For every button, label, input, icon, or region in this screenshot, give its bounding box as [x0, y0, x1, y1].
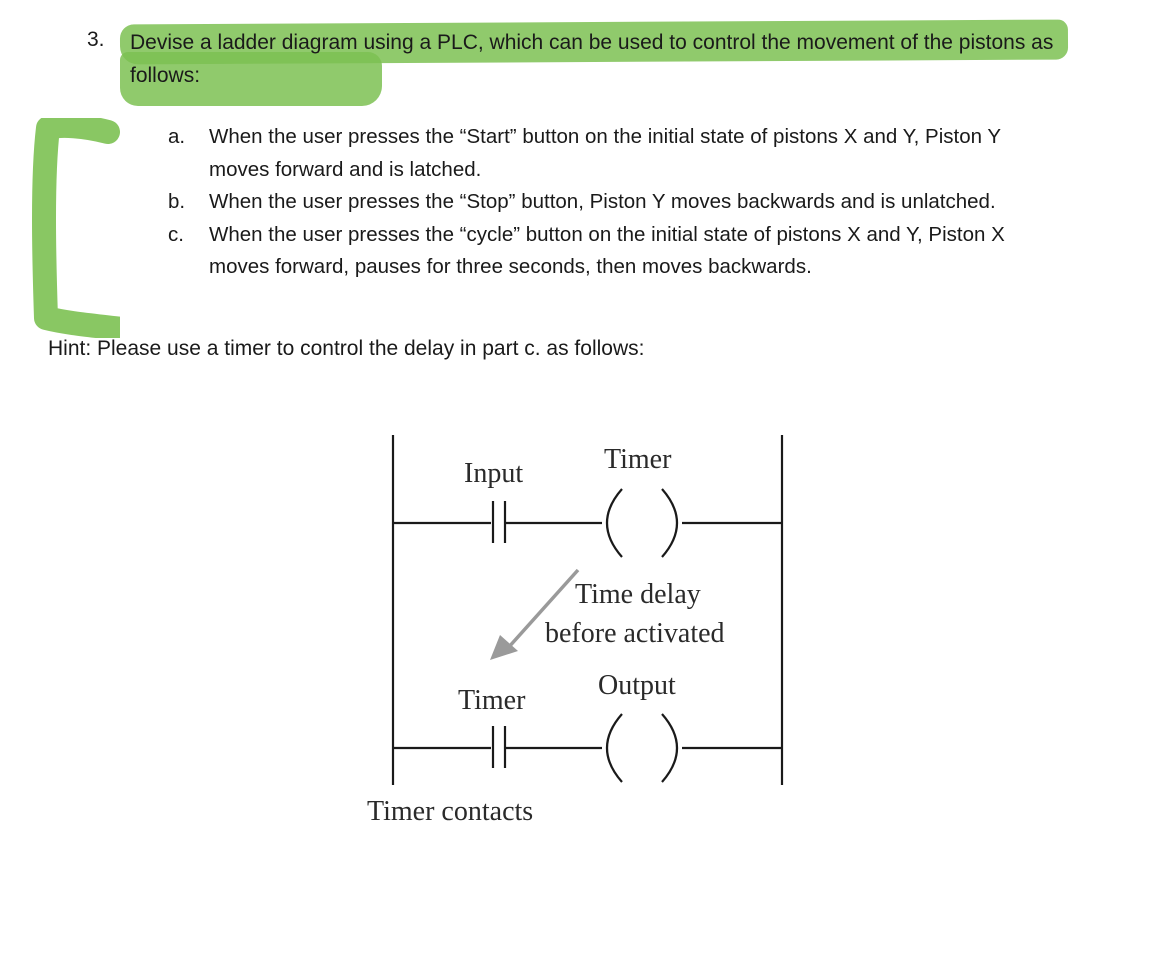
timer-ladder-diagram	[360, 430, 800, 840]
bracket-annotation	[30, 118, 120, 338]
output-coil-right-arc	[662, 714, 677, 782]
sub-question-text: When the user presses the “Start” button on the initial state of pistons X and Y, Piston Y moves forward and is latched.	[209, 125, 1001, 181]
output-coil-left-arc	[607, 714, 622, 782]
time-delay-label: Time delay	[575, 579, 701, 610]
sub-question-b	[168, 186, 1048, 219]
before-activated-label: before activated	[545, 618, 725, 649]
timer-coil-left-arc	[607, 489, 622, 557]
sub-question-text: When the user presses the “Stop” button, Piston Y moves backwards and is unlatched.	[209, 190, 996, 213]
sub-question-letter: c.	[168, 222, 184, 246]
question-text: Devise a ladder diagram using a PLC, which can be used to control the movement of the pistons as follows:	[130, 31, 1054, 87]
timer-coil-right-arc	[662, 489, 677, 557]
timer-contacts-caption: Timer contacts	[367, 796, 534, 827]
input-label: Input	[464, 458, 524, 489]
sub-question-list	[168, 121, 1048, 284]
output-label: Output	[598, 670, 676, 701]
timer-coil-label: Timer	[604, 444, 672, 475]
sub-question-c	[168, 219, 1048, 284]
sub-question-letter: b.	[168, 190, 186, 213]
question-number: 3.	[87, 28, 105, 51]
sub-question-text: When the user presses the “cycle” button on the initial state of pistons X and Y, Piston X moves forward, pauses for three seconds, then moves backwards.	[209, 222, 1005, 278]
hint-text: Hint: Please use a timer to control the delay in part c. as follows:	[48, 337, 645, 360]
sub-question-letter: a.	[168, 125, 186, 148]
timer-contact-label: Timer	[458, 685, 526, 716]
delay-arrow-head	[490, 635, 518, 660]
sub-question-a	[168, 121, 1048, 186]
